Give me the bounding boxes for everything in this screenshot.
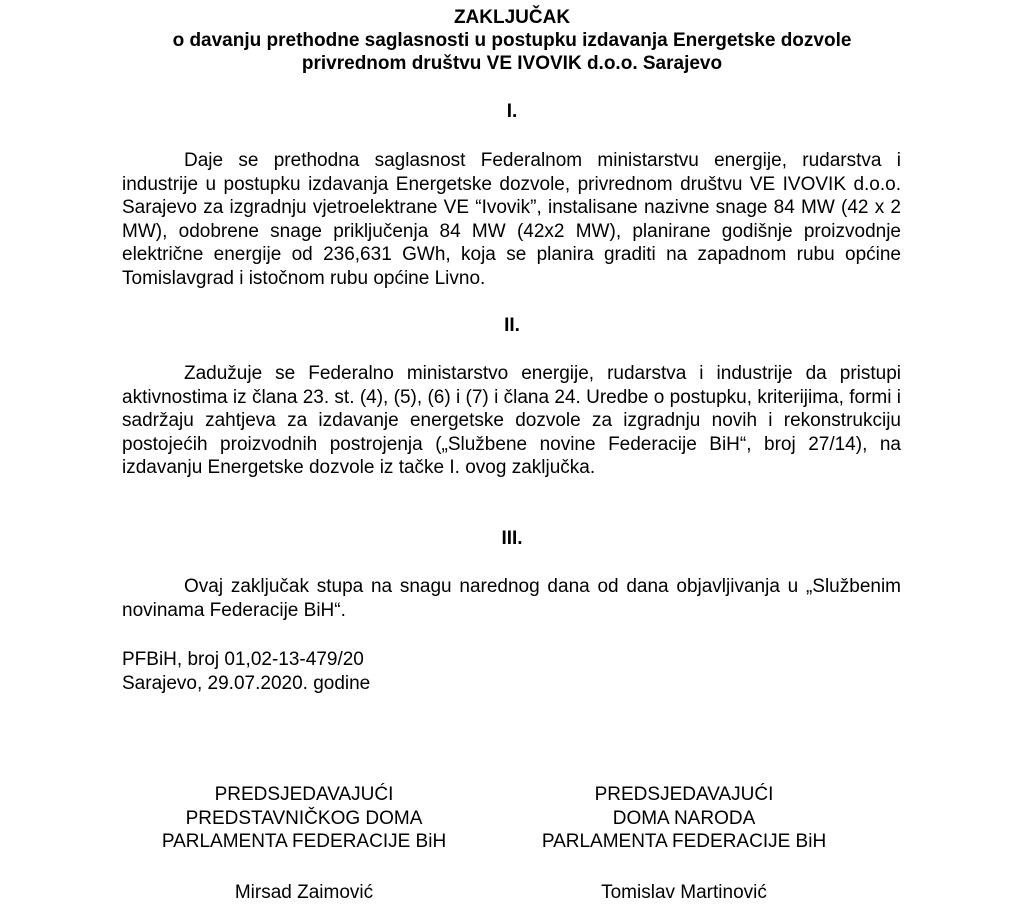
signature-right-name: Tomislav Martinović [601, 881, 767, 903]
signature-block-right [484, 783, 884, 904]
document-title [0, 6, 1024, 75]
section-text-1: Daje se prethodna saglasnost Federalnom ministarstvu energije, rudarstva i industrije u postupku izdavanja Energetske dozvole, privrednom društvu VE IVOVIK d.o.o. Sarajevo za izgradnju vjetroelektrane VE “Ivovik”, instalisane nazivne snage 84 MW (42 x 2 MW), odobrene snage priključenja 84 MW (42x2 MW), planirane godišnje proizvodnje električne energije od 236,631 GWh, koja se planira graditi na zapadnom rubu općine Tomislavgrad i istočnom rubu općine Livno. [122, 150, 901, 289]
title-subject-line-2: privrednom društvu VE IVOVIK d.o.o. Sarajevo [301, 53, 723, 74]
signature-left-title-2: PREDSTAVNIČKOG DOMA [185, 807, 423, 829]
title-heading: ZAKLJUČAK [453, 7, 571, 28]
signature-block-left [104, 783, 504, 904]
section-text-3: Ovaj zaključak stupa na snagu narednog dana od dana objavljivanja u „Službenim novinama Federacije BiH“. [122, 576, 901, 621]
signature-right-title-3: PARLAMENTA FEDERACIJE BiH [541, 831, 827, 852]
signature-left-title-3: PARLAMENTA FEDERACIJE BiH [161, 831, 447, 852]
section-text-2: Zadužuje se Federalno ministarstvo energije, rudarstva i industrije da pristupi aktivnostima iz člana 23. st. (4), (5), (6) i (7) i člana 24. Uredbe o postupku, kriterijima, formi i sadržaju zahtjeva za izdavanje energetske dozvole za izgradnju novih i rekonstrukciju postojećih proizvodnih postrojenja („Službene novine Federacije BiH“, broj 27/14), na izdavanju Energetske dozvole iz tačke I. ovog zaključka. [122, 363, 901, 479]
section-number-3: III. [501, 528, 523, 549]
section-number-2: II. [504, 315, 520, 336]
section-number-1: I. [506, 101, 518, 122]
signature-left-name: Mirsad Zaimović [234, 881, 374, 903]
signature-left-title-1: PREDSJEDAVAJUĆI [214, 784, 394, 805]
title-subject-line-1: o davanju prethodne saglasnosti u postupku izdavanja Energetske dozvole [172, 30, 852, 51]
place-and-date: Sarajevo, 29.07.2020. godine [122, 673, 371, 694]
signature-right-title-1: PREDSJEDAVAJUĆI [594, 784, 774, 805]
reference-number: PFBiH, broj 01,02-13-479/20 [122, 649, 364, 670]
signature-right-title-2: DOMA NARODA [612, 807, 756, 829]
